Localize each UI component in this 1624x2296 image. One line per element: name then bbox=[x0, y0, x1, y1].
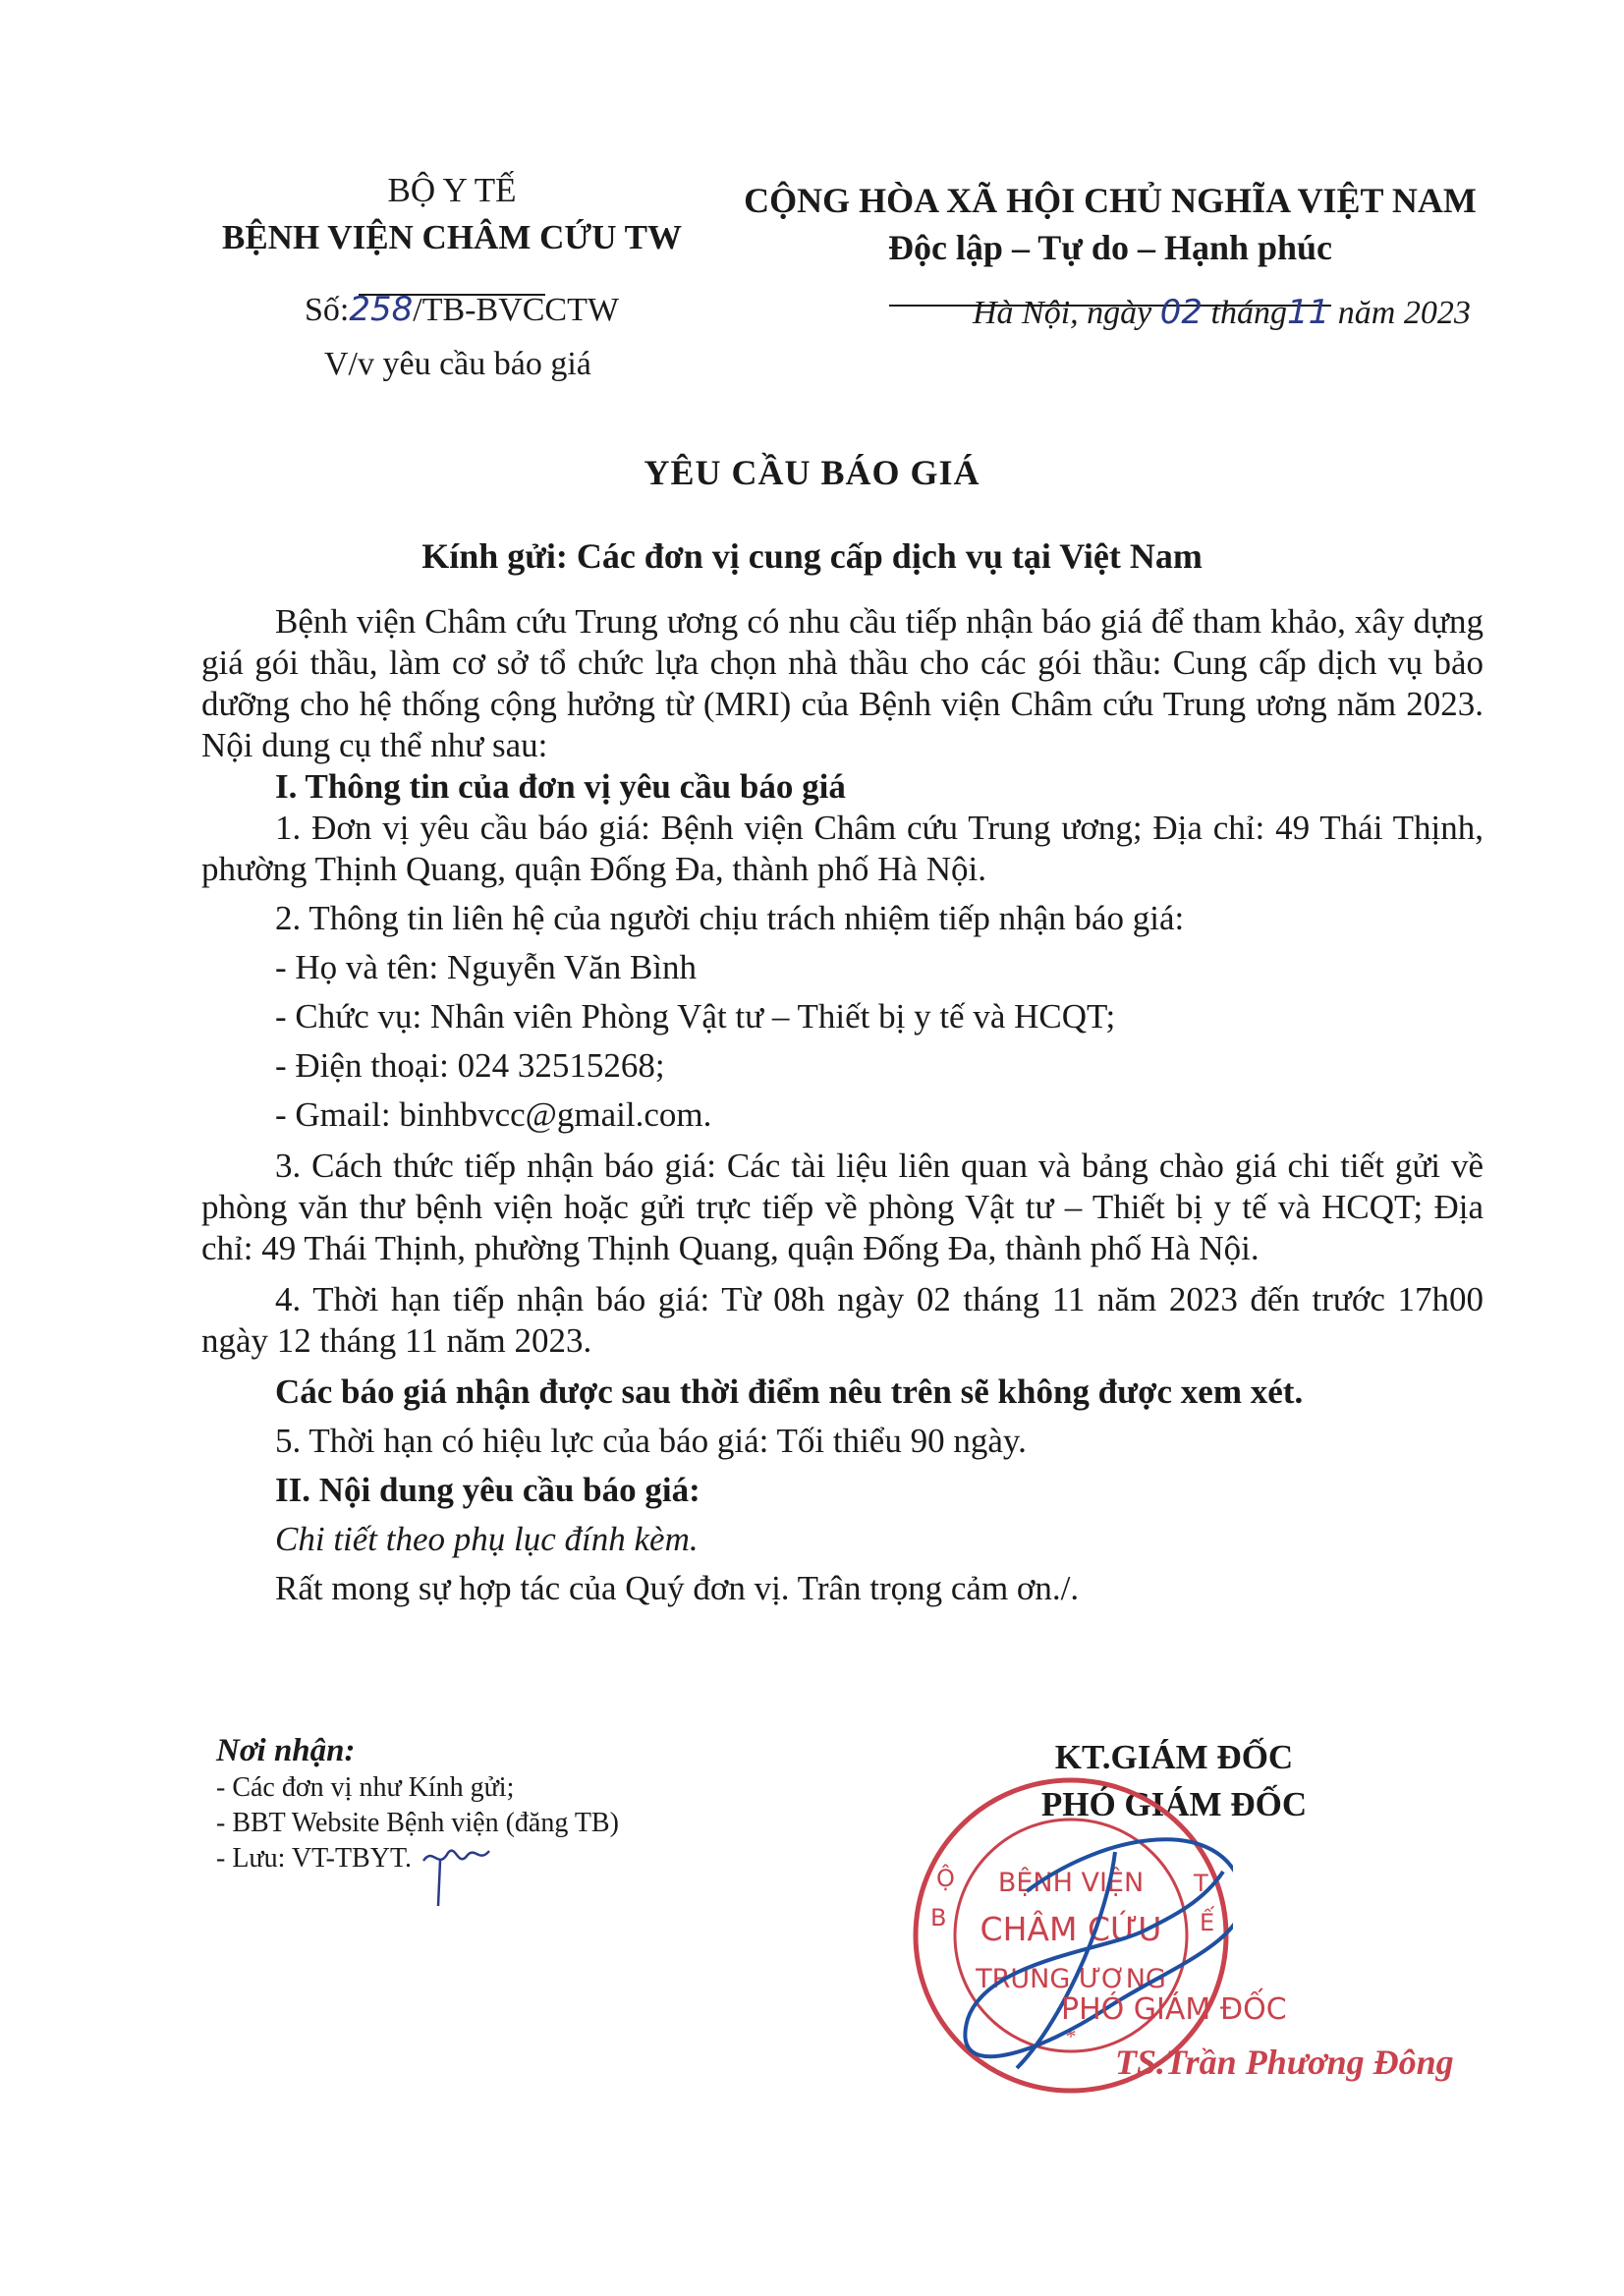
initials-signature bbox=[419, 1841, 497, 1910]
recipient-item: - BBT Website Bệnh viện (đăng TB) bbox=[216, 1808, 619, 1838]
country-name: CỘNG HÒA XÃ HỘI CHỦ NGHĨA VIỆT NAM bbox=[744, 181, 1477, 220]
stamp-star: * bbox=[1065, 2024, 1077, 2048]
date-year: năm 2023 bbox=[1337, 295, 1471, 331]
national-motto: Độc lập – Tự do – Hạnh phúc bbox=[887, 228, 1333, 267]
doc-no-handwritten: 258 bbox=[349, 290, 414, 329]
recipients-block bbox=[216, 1731, 619, 1910]
doc-no-suffix: /TB-BVCCTW bbox=[413, 292, 619, 328]
title-stamp: PHÓ GIÁM ĐỐC bbox=[1061, 1992, 1287, 2027]
stamp-line-1: BỆNH VIỆN bbox=[997, 1868, 1145, 1898]
contact-email: - Gmail: binhbvcc@gmail.com. bbox=[275, 1095, 712, 1134]
stamp-ring-text: Ế bbox=[1200, 1909, 1215, 1936]
item-2: 2. Thông tin liên hệ của người chịu trách nhiệm tiếp nhận báo giá: bbox=[275, 899, 1185, 937]
contact-name: - Họ và tên: Nguyễn Văn Bình bbox=[275, 948, 698, 986]
doc-no-prefix: Số: bbox=[305, 292, 350, 328]
appendix-note: Chi tiết theo phụ lục đính kèm. bbox=[275, 1520, 699, 1558]
closing-sentence: Rất mong sự hợp tác của Quý đơn vị. Trân trọng cảm ơn./. bbox=[275, 1569, 1080, 1607]
intro-paragraph: Bệnh viện Châm cứu Trung ương có nhu cầu tiếp nhận báo giá để tham khảo, xây dựng giá gói thầu, làm cơ sở tổ chức lựa chọn nhà thầu cho các gói thầu: Cung cấp dịch vụ bảo dưỡng cho hệ thống cộng hưởng từ (MRI) của Bệnh viện Châm cứu Trung ương năm 2023. Nội dung cụ thể như sau: bbox=[201, 602, 1484, 764]
date-line bbox=[973, 293, 1471, 332]
item-4: 4. Thời hạn tiếp nhận báo giá: Từ 08h ngày 02 tháng 11 năm 2023 đến trước 17h00 ngày 12 tháng 11 năm 2023. bbox=[201, 1280, 1484, 1360]
greeting: Kính gửi: Các đơn vị cung cấp dịch vụ tại Việt Nam bbox=[421, 536, 1203, 576]
issuer-block bbox=[196, 167, 707, 308]
document-number bbox=[305, 290, 619, 329]
item-3: 3. Cách thức tiếp nhận báo giá: Các tài liệu liên quan và bảng chào giá chi tiết gửi về phòng văn thư bệnh viện hoặc gửi trực tiếp về phòng Vật tư – Thiết bị y tế và HCQT; Địa chỉ: 49 Thái Thịnh, phường Thịnh Quang, quận Đống Đa, thành phố Hà Nội. bbox=[201, 1147, 1484, 1267]
stamp-line-3: TRUNG ƯƠNG bbox=[976, 1964, 1166, 1994]
signer-name: TS.Trần Phương Đông bbox=[1115, 2043, 1454, 2082]
date-city: Hà Nội, ngày bbox=[973, 295, 1152, 331]
date-day-handwritten: 02 bbox=[1159, 293, 1204, 332]
stamp-ring-text: T bbox=[1194, 1870, 1208, 1897]
stamp-line-2: CHÂM CỨU bbox=[980, 1910, 1162, 1948]
date-month-handwritten: 11 bbox=[1287, 293, 1330, 332]
section-1-heading: I. Thông tin của đơn vị yêu cầu báo giá bbox=[275, 767, 846, 806]
document-title: YÊU CẦU BÁO GIÁ bbox=[644, 453, 980, 492]
signature-line-2: PHÓ GIÁM ĐỐC bbox=[1040, 1785, 1308, 1823]
recipient-item: - Các đơn vị như Kính gửi; bbox=[216, 1772, 515, 1803]
recipient-item: - Lưu: VT-TBYT. bbox=[216, 1841, 619, 1910]
subject-line: V/v yêu cầu báo giá bbox=[324, 346, 591, 382]
section-2-heading: II. Nội dung yêu cầu báo giá: bbox=[275, 1471, 700, 1509]
ministry-name: BỘ Y TẾ bbox=[387, 171, 517, 209]
date-month-label: tháng bbox=[1210, 295, 1287, 331]
stamp-ring-text: Ộ bbox=[936, 1865, 955, 1892]
item-5: 5. Thời hạn có hiệu lực của báo giá: Tối thiểu 90 ngày. bbox=[275, 1422, 1027, 1460]
hospital-name: BỆNH VIỆN CHÂM CỨU TW bbox=[221, 218, 682, 256]
contact-position: - Chức vụ: Nhân viên Phòng Vật tư – Thiết bị y tế và HCQT; bbox=[275, 997, 1116, 1036]
deadline-notice: Các báo giá nhận được sau thời điểm nêu trên sẽ không được xem xét. bbox=[275, 1372, 1304, 1411]
signature-line-1: KT.GIÁM ĐỐC bbox=[1054, 1738, 1294, 1776]
stamp-ring-text: B bbox=[930, 1904, 947, 1932]
recipients-heading: Nơi nhận: bbox=[216, 1733, 356, 1768]
contact-phone: - Điện thoại: 024 32515268; bbox=[275, 1046, 665, 1085]
document-body bbox=[201, 601, 1484, 1609]
item-1: 1. Đơn vị yêu cầu báo giá: Bệnh viện Châm cứu Trung ương; Địa chỉ: 49 Thái Thịnh, phường Thịnh Quang, quận Đống Đa, thành phố Hà Nội. bbox=[201, 809, 1484, 888]
